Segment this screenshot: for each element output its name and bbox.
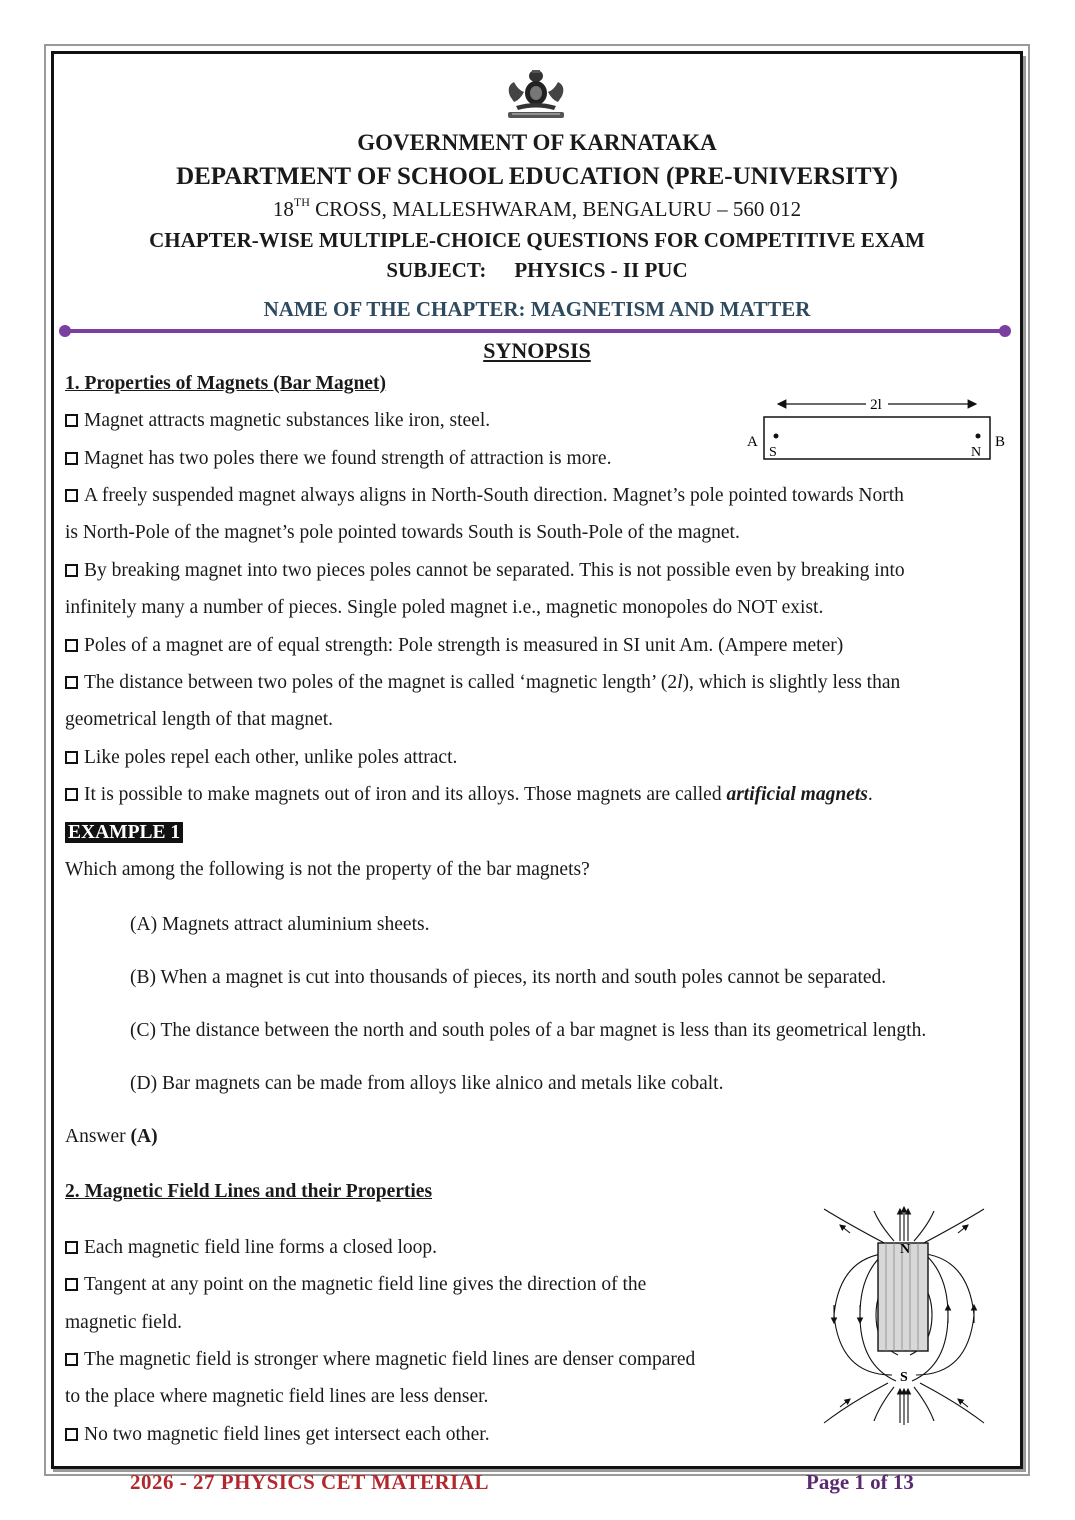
list-item: No two magnetic field lines get intersect each other. [65,1424,490,1446]
list-item: Tangent at any point on the magnetic field line gives the direction of the [65,1274,646,1296]
list-item: Like poles repel each other, unlike poles attract. [65,747,457,769]
bar-magnet-diagram [744,392,1014,464]
header-chapter: NAME OF THE CHAPTER: MAGNETISM AND MATTER [263,297,811,321]
footer-page-number: Page 1 of 13 [806,1470,914,1494]
point-b-label: B [995,434,1006,450]
checkbox-square-icon [65,1353,78,1366]
checkbox-square-icon [65,489,78,502]
north-pole-label: N [971,445,982,460]
list-item: Poles of a magnet are of equal strength: Pole strength is measured in SI unit Am. (Ampere meter) [65,635,843,657]
answer: Answer (A) [65,1126,158,1147]
magnetic-length-label: 2l [870,397,882,413]
checkbox-square-icon [65,751,78,764]
list-item-continued: magnetic field. [65,1312,182,1333]
list-item: The magnetic field is stronger where magnetic field lines are denser compared [65,1349,695,1371]
option-a: (A) Magnets attract aluminium sheets. [130,914,430,935]
checkbox-square-icon [65,676,78,689]
list-item: It is possible to make magnets out of iron and its alloys. Those magnets are called artificial magnets. [65,784,873,806]
checkbox-square-icon [65,1278,78,1291]
list-item: A freely suspended magnet always aligns in North-South direction. Magnet’s pole pointed towards North [65,485,904,507]
checkbox-square-icon [65,1241,78,1254]
header-divider [65,329,1005,333]
list-item: By breaking magnet into two pieces poles cannot be separated. This is not possible even by breaking into [65,560,905,582]
checkbox-square-icon [65,564,78,577]
list-item: Each magnetic field line forms a closed loop. [65,1237,437,1259]
header-department: DEPARTMENT OF SCHOOL EDUCATION (PRE-UNIVERSITY) [176,163,898,190]
section-title-field-lines: 2. Magnetic Field Lines and their Properties [65,1181,433,1202]
bar-magnet-body [878,1243,928,1351]
bar-magnet-body [764,417,990,459]
north-pole-label: N [900,1242,911,1257]
option-c: (C) The distance between the north and south poles of a bar magnet is less than its geometrical length. [130,1020,927,1041]
checkbox-square-icon [65,788,78,801]
example-question: Which among the following is not the property of the bar magnets? [65,859,590,880]
list-item-continued: is North-Pole of the magnet’s pole pointed towards South is South-Pole of the magnet. [65,522,740,543]
header-exam-title: CHAPTER-WISE MULTIPLE-CHOICE QUESTIONS FOR COMPETITIVE EXAM [149,228,925,252]
divider-dot-right [999,325,1011,337]
list-item-continued: to the place where magnetic field lines are less denser. [65,1386,489,1407]
list-item-continued: infinitely many a number of pieces. Single poled magnet i.e., magnetic monopoles do NOT exist. [65,597,824,618]
north-pole-dot [976,434,981,439]
south-pole-label: S [769,445,777,460]
option-b: (B) When a magnet is cut into thousands of pieces, its north and south poles cannot be separated. [130,967,887,988]
point-a-label: A [747,434,758,450]
option-d: (D) Bar magnets can be made from alloys like alnico and metals like cobalt. [130,1073,724,1094]
checkbox-square-icon [65,1428,78,1441]
header-government: GOVERNMENT OF KARNATAKA [357,130,717,155]
list-item: Magnet has two poles there we found strength of attraction is more. [65,448,611,470]
header-subject: SUBJECT: PHYSICS - II PUC [386,258,688,282]
south-pole-label: S [900,1370,908,1385]
footer-material-title: 2026 - 27 PHYSICS CET MATERIAL [130,1470,490,1494]
checkbox-square-icon [65,414,78,427]
south-pole-dot [774,434,779,439]
list-item: The distance between two poles of the magnet is called ‘magnetic length’ (2l), which is slightly less than [65,672,900,694]
section-title-properties: 1. Properties of Magnets (Bar Magnet) [65,373,386,394]
header-address: 18TH CROSS, MALLESHWARAM, BENGALURU – 560 012 [272,195,802,221]
checkbox-square-icon [65,452,78,465]
checkbox-square-icon [65,639,78,652]
example-badge: EXAMPLE 1 [65,822,183,844]
magnetic-field-lines-diagram [820,1205,988,1427]
divider-dot-left [59,325,71,337]
synopsis-title: SYNOPSIS [483,338,591,363]
list-item-continued: geometrical length of that magnet. [65,709,334,730]
karnataka-emblem-icon [502,66,570,122]
list-item: Magnet attracts magnetic substances like iron, steel. [65,410,490,432]
